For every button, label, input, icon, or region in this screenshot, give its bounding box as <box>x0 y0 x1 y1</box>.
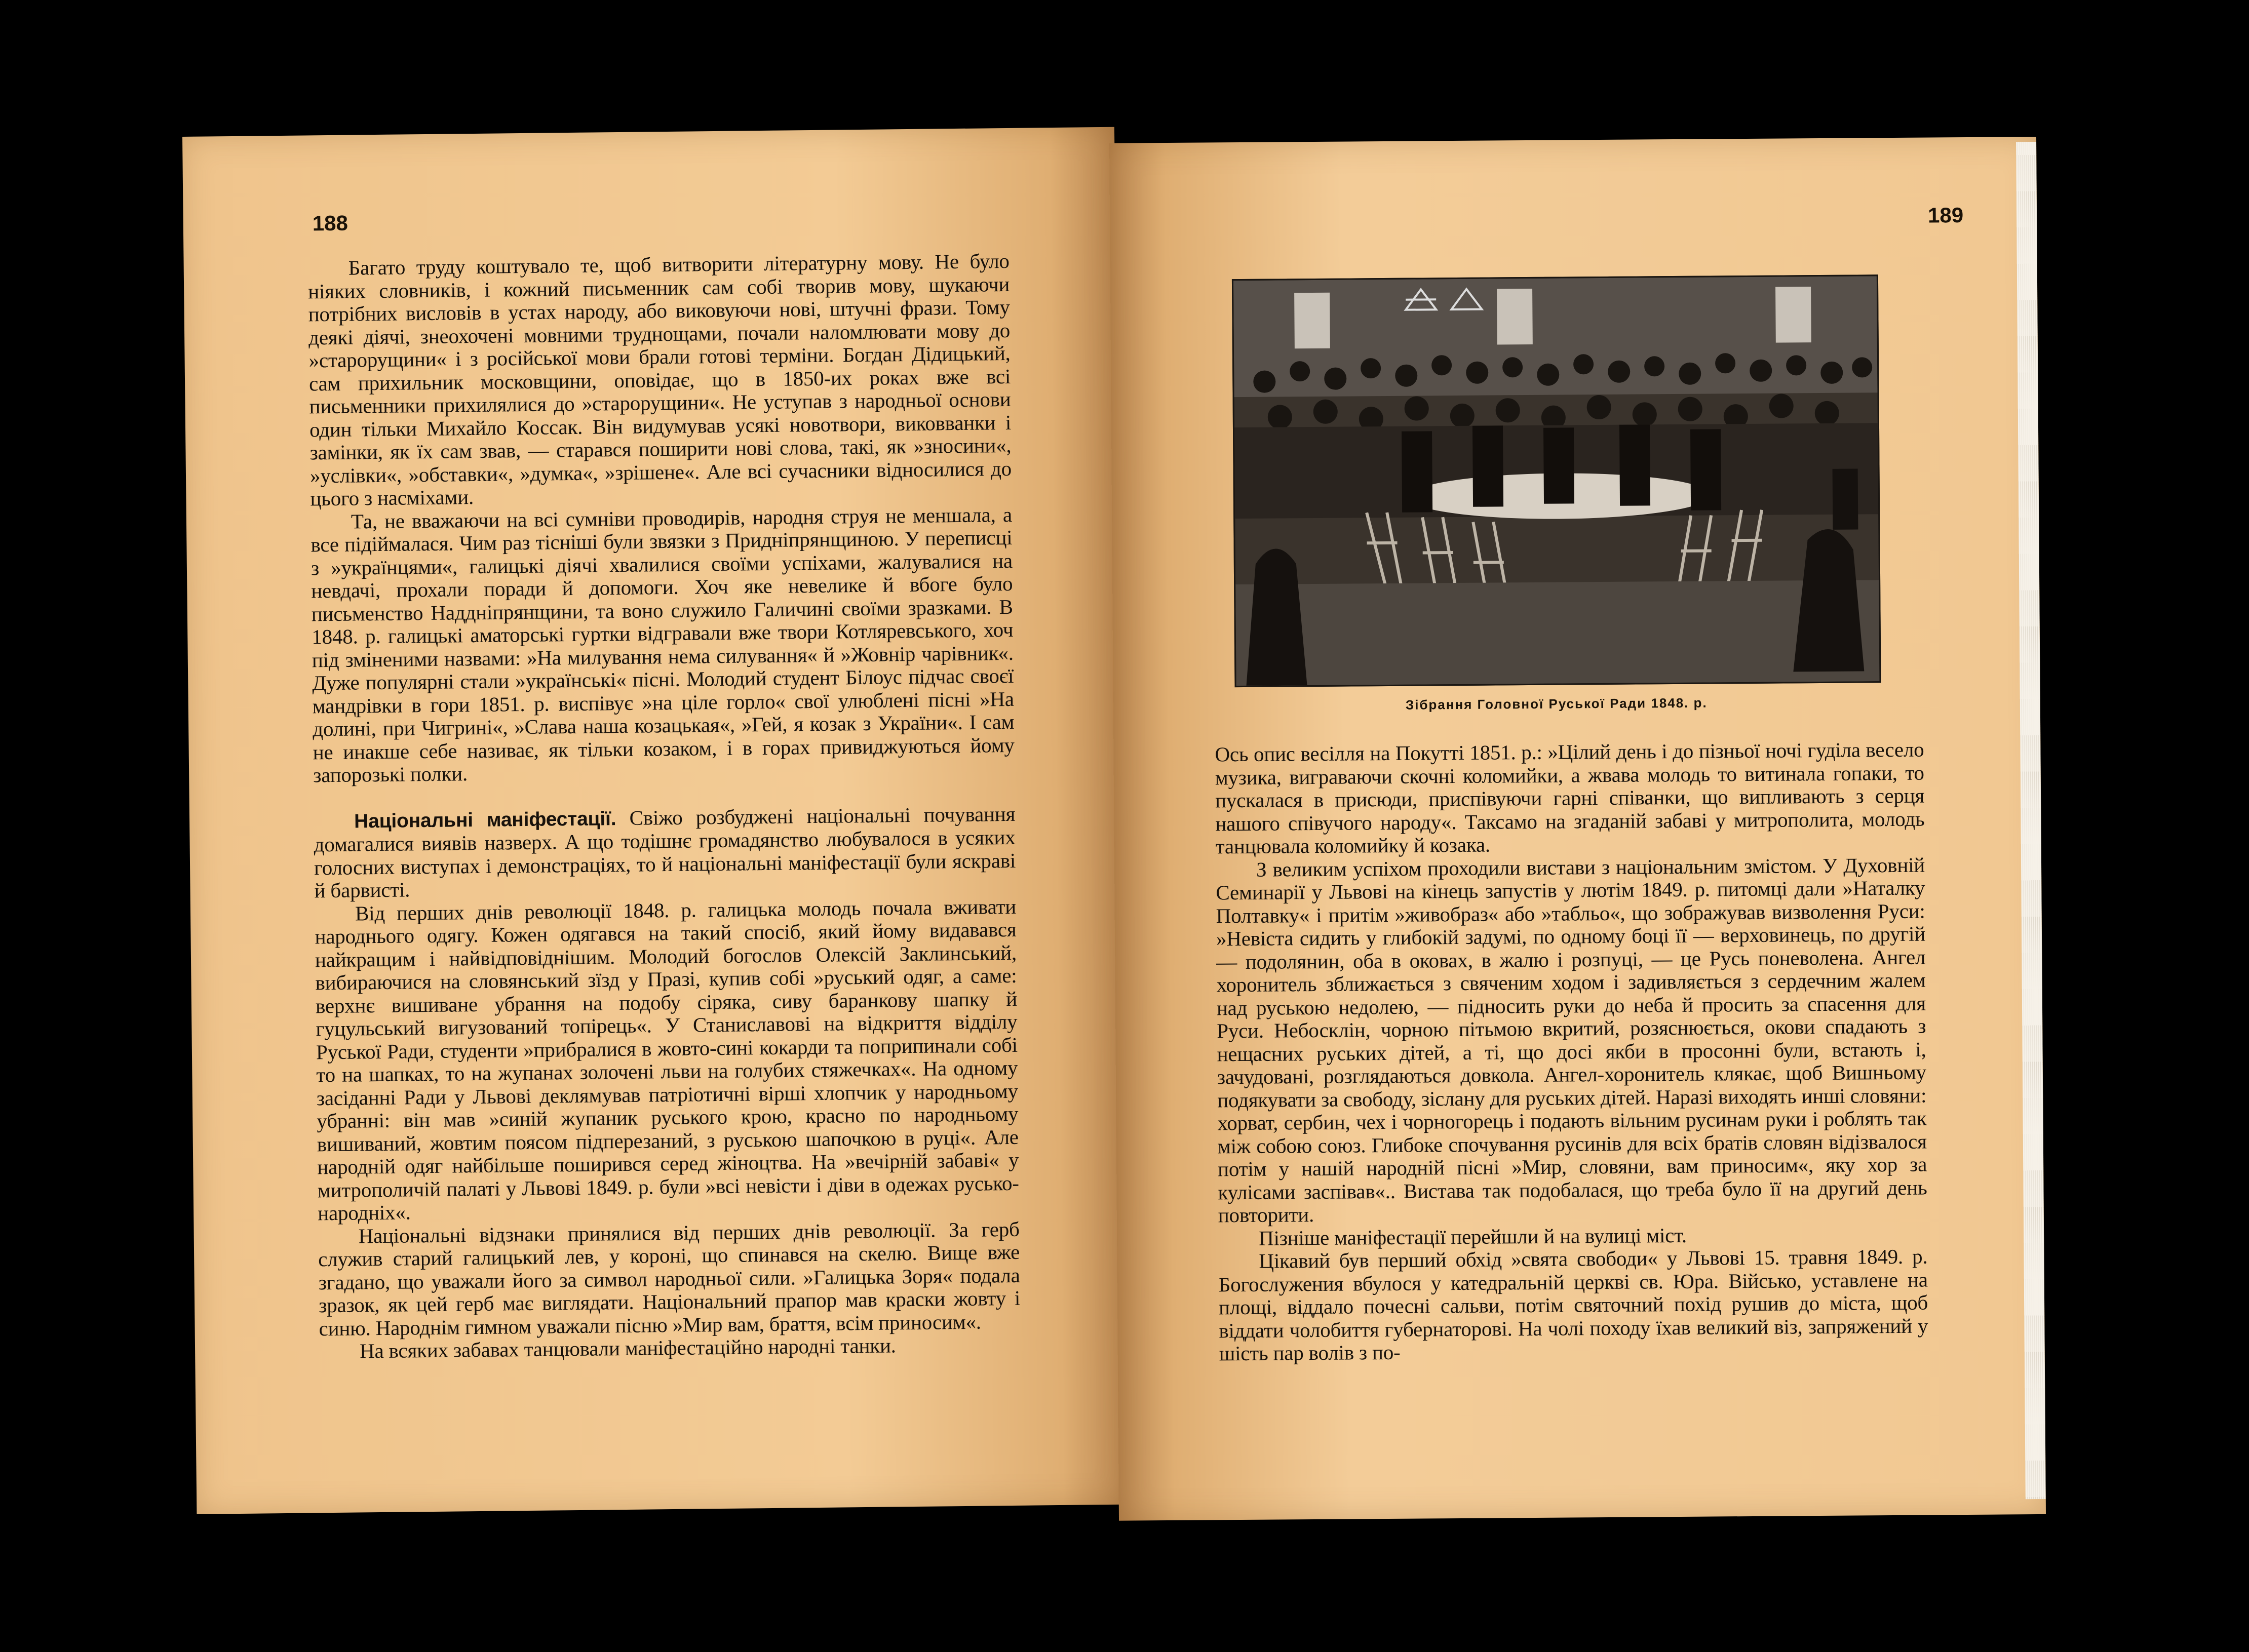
paragraph: Пізніше маніфестації перейшли й на вулиці міст. <box>1258 1223 1687 1250</box>
section-heading: Національні маніфестації. <box>354 807 616 833</box>
illustration-image <box>1233 276 1880 686</box>
paragraph: Багато труду коштувало те, щоб витворити літературну мову. Не було ніяких словників, і кожний письменник сам собі творив мову, шукаючи потрібних висловів в устах народу, або виковуючи нові, штучні фрази. Тому деякі діячі, знеохочені мовними труднощами, почали наломлювати мову до »старорущини« і з російської мови брали готові терміни. Богдан Дідицький, сам прихильник московщини, оповідає, що в 1850-их роках вже всі письменники прихилялися до »старорущини«. Не уступав з народньої основи один тільки Михайло Коссак. Він видумував усякі новотвори, виковванки і замінки, як їх сам звав, — старався поширити нові слова, такі, як »зносини«, »услівки«, »обставки«, »думка«, »зрішене«. Але всі сучасники відносилися до цього з насміхами. <box>307 249 1012 510</box>
page-edges <box>2016 142 2046 1499</box>
paragraph: Ось опис весілля на Покутті 1851. р.: »Цілий день і до пізньої ночі гуділа весело музика, виграваючи скочні коломийки, а жвава молодь то витинала гопаки, то пускалася в присюди, приспівуючи гарні співанки, що випливають з серця нашого співучого народу«. Таксамо на згаданій забаві у митрополита, молодь танцювала коломийку й козака. <box>1215 737 1925 858</box>
left-page-text <box>307 250 1021 1363</box>
figure-caption: Зібрання Головної Руської Ради 1848. р. <box>1405 695 1708 713</box>
section-paragraph <box>314 802 1016 902</box>
paragraph: Національні відзнаки принялися від перших днів революції. За герб служив старий галицький лев, у короні, що спинався на скелю. Вище вже згадано, що уважали його за символ народньої сили. »Галицька Зоря« подала зразок, як цей герб має виглядати. Національний прапор мав краски жовту і синю. Народнім гимном уважали пісню »Мир вам, браття, всім приносим«. <box>318 1217 1021 1340</box>
book-spread <box>182 137 2036 1514</box>
paragraph: Цікавий був перший обхід »свята свободи« у Львові 15. травня 1849. р. Богослужения вбулося у катедральній церкві св. Юра. Військо, уставлене на площі, віддало почесні сальви, потім святочний похід рушив до міста, щоб віддати чолобиття губернаторові. На чолі походу їхав великий віз, запряжений у шість пар волів з по- <box>1218 1244 1928 1365</box>
right-page-text <box>1215 738 1928 1365</box>
paragraph-text: Свіжо розбуджені національні почування домагалися виявів назверх. А що тодішнє громадянство любувалося в усяких голосних виступах і демонстраціях, то й національні маніфестації були яскраві й барвисті. <box>314 802 1016 902</box>
page-number: 188 <box>312 211 348 235</box>
assembly-illustration <box>1232 274 1881 687</box>
paragraph: Та, не вважаючи на всі сумніви проводирів, народня струя не меншала, а все підіймалася. Чим раз тісніші були звязки з Придніпрянщиною. У переписці з »українцями«, галицькі діячі хвалилися своїми успіхами, жалувалися на невдачі, прохали поради й допомоги. Хоч яке невелике й вбоге було письменство Наддніпрянщини, та воно служило Галичині своїми зразками. В 1848. р. галицькі аматорські гуртки відгравали вже твори Котляревського, хоч під зміненими назвами: »На милування нема силування« й »Жовнір чарівник«. Дуже популярні стали »українські« пісні. Молодий студент Білоус підчас своєї мандрівки в гори 1851. р. виспівує »на ціле горло« свої улюблені пісні »На долині, при Чигрині«, »Слава наша козацькая«, »Гей, я козак з України«. І сам не инакше себе називає, як тільки козаком, і в горах привиджуються йому запорозькі полки. <box>311 502 1015 787</box>
paragraph: З великим успіхом проходили вистави з національним змістом. У Духовній Семинарії у Львові на кінець запустів у лютім 1849. р. питомці дали »Наталку Полтавку« і притім »живобраз« або »табльо«, що зображував визволення Руси: »Невіста сидить у глибокій задумі, по одному боці її — верховинець, по другій — подолянин, оба в оковах, в жалю і розпуці, — це Русь поневолена. Ангел хоронитель зближається з свяченим ходом і задивляється з сердечним жалем над руською недолею, — підносить руки до неба й просить за спасення для Руси. Небосклін, чорною пітьмою вкритий, розяснюється, окови спадають з нещасних руських дітей, а ті, що досі якби в просонні були, встають і, зачудовані, розглядаються довкола. Ангел-хоронитель клякає, щоб Вишньому подякувати за свободу, зіслану для руських дітей. Наразі виходять инші словяни: хорват, сербин, чех і чорногорець і подають вільним русинам руки і роблять так між собою союз. Глибоке спочування русинів для всіх братів словян відізвалося потім у нашій народній пісні »Мир, словяни, вам приносим«, яку хор за кулісами заспівав«.. Вистава так подобалася, що треба було її на другий день повторити. <box>1216 853 1927 1227</box>
paragraph: Від перших днів революції 1848. р. галицька молодь почала вживати народнього одягу. Кожен одягався на такий спосіб, який йому видавався найкращим і найвідповіднішим. Молодий богослов Олексій Заклинський, вибираючися на словянський зїзд у Празі, купив собі »руський одяг, а саме: верхнє вишиване убрання на подобу сіряка, сиву баранкову шапку й гуцульський вигузований топірець«. У Станиславові на відкриття відділу Руської Ради, студенти »прибралися в жовто-сині кокарди та поприпинали собі то на шапках, то на жупанах золочені льви на голубих стяжечках«. На одному засіданні Ради у Львові деклямував патріотичні вірші хлопчик у народньому убранні: він мав »синій жупаник руського крою, красно по народньому вишиваний, жовтим поясом підперезаний, з руською шапочкою в руці«. Але народній одяг найбільше поширився серед жіноцтва. На »вечірній забаві« у митрополичій палаті у Львові 1849. р. були »всі невісти і діви в одежах русько-народніх«. <box>315 894 1019 1225</box>
paragraph: На всяких забавах танцювали маніфестаційно народні танки. <box>359 1333 896 1363</box>
left-page <box>182 127 1129 1514</box>
right-page <box>1109 137 2046 1521</box>
page-number: 189 <box>1927 203 1964 227</box>
